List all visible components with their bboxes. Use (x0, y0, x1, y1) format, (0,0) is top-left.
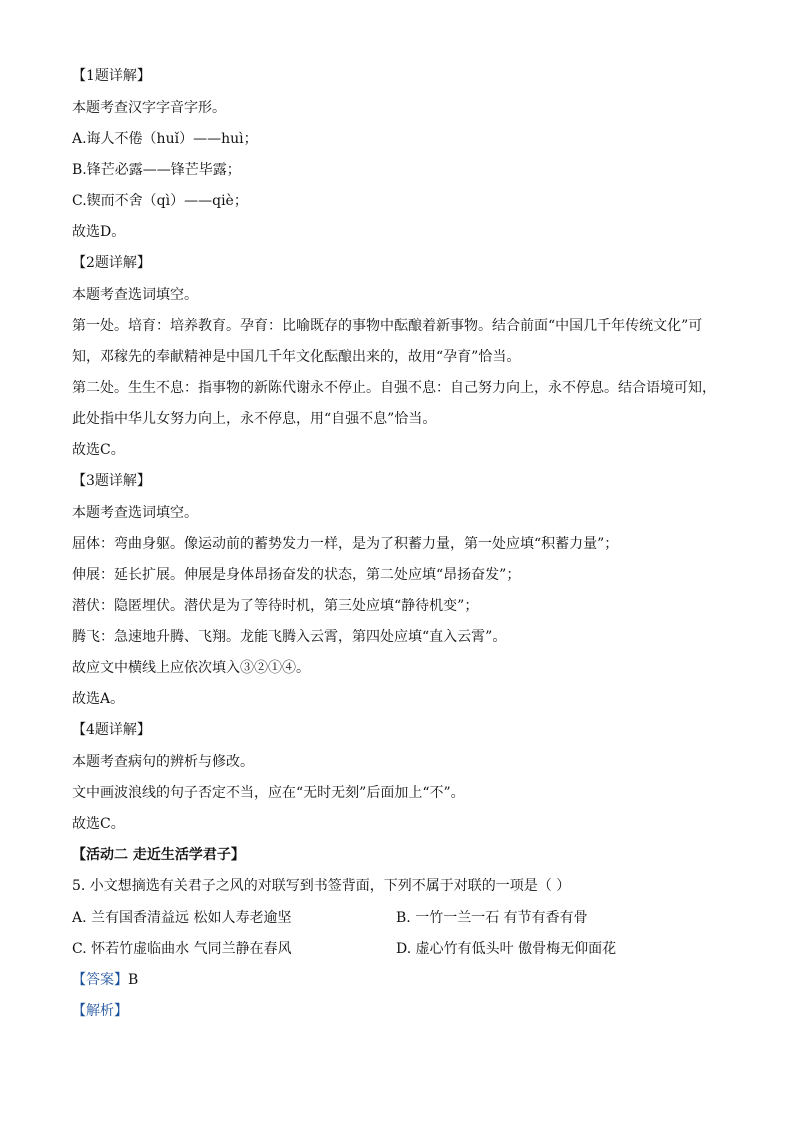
q3-line-3: 伸展：延长扩展。伸展是身体昂扬奋发的状态，第二处应填“昂扬奋发”； (72, 567, 521, 583)
q5-answer (72, 971, 138, 989)
q2-line-1: 本题考查选词填空。 (72, 287, 198, 303)
q3-line-7: 故选A。 (72, 691, 125, 707)
q3-line-6: 故应文中横线上应依次填入③②①④。 (72, 660, 310, 676)
q5-option-c: C. 怀若竹虚临曲水 气同兰静在春风 (72, 941, 292, 957)
q1-line-1: 本题考查汉字字音字形。 (72, 100, 226, 116)
q4-line-3: 故选C。 (72, 816, 125, 832)
analysis-label: 【解析】 (72, 1003, 128, 1019)
q1-line-2: A.诲人不倦（huǐ）——huì； (72, 131, 258, 147)
q1-line-4: C.锲而不舍（qì）——qiè； (72, 193, 248, 209)
q2-line-3: 知，邓稼先的奉献精神是中国几千年文化酝酿出来的，故用“孕育”恰当。 (72, 349, 521, 365)
q3-line-4: 潜伏：隐匿埋伏。潜伏是为了等待时机，第三处应填“静待机变”； (72, 598, 479, 614)
q4-line-2: 文中画波浪线的句子否定不当，应在“无时无刻”后面加上“不”。 (72, 785, 465, 801)
q3-line-1: 本题考查选词填空。 (72, 505, 198, 521)
q5-stem: 5. 小文想摘选有关君子之风的对联写到书签背面，下列不属于对联的一项是（ ） (72, 878, 571, 894)
q1-line-3: B.锋芒必露——锋芒毕露； (72, 162, 241, 178)
q4-line-1: 本题考查病句的辨析与修改。 (72, 754, 254, 770)
q1-line-5: 故选D。 (72, 224, 126, 240)
q5-option-a: A. 兰有国香清益远 松如人寿老逾坚 (72, 910, 292, 926)
q2-line-5: 此处指中华儿女努力向上，永不停息，用“自强不息”恰当。 (72, 411, 437, 427)
q3-heading: 【3题详解】 (72, 473, 151, 489)
q3-line-5: 腾飞：急速地升腾、飞翔。龙能飞腾入云霄，第四处应填“直入云霄”。 (72, 629, 507, 645)
q5-analysis (72, 1002, 128, 1020)
q1-heading: 【1题详解】 (72, 68, 151, 84)
q2-line-6: 故选C。 (72, 442, 125, 458)
q5-option-b: B. 一竹一兰一石 有节有香有骨 (396, 910, 588, 926)
q4-heading: 【4题详解】 (72, 722, 151, 738)
answer-value: B (128, 972, 139, 988)
answer-label: 【答案】 (72, 972, 128, 988)
q3-line-2: 屈体：弯曲身躯。像运动前的蓄势发力一样，是为了积蓄力量，第一处应填“积蓄力量”； (72, 536, 619, 552)
q2-line-2: 第一处。培育：培养教育。孕育：比喻既存的事物中酝酿着新事物。结合前面“中国几千年传统文化”可 (72, 318, 703, 334)
activity-title: 【活动二 走近生活学君子】 (72, 847, 245, 863)
q2-heading: 【2题详解】 (72, 255, 151, 271)
q2-line-4: 第二处。生生不息：指事物的新陈代谢永不停止。自强不息：自己努力向上，永不停息。结合语境可知， (72, 380, 716, 396)
q5-option-d: D. 虚心竹有低头叶 傲骨梅无仰面花 (396, 941, 617, 957)
